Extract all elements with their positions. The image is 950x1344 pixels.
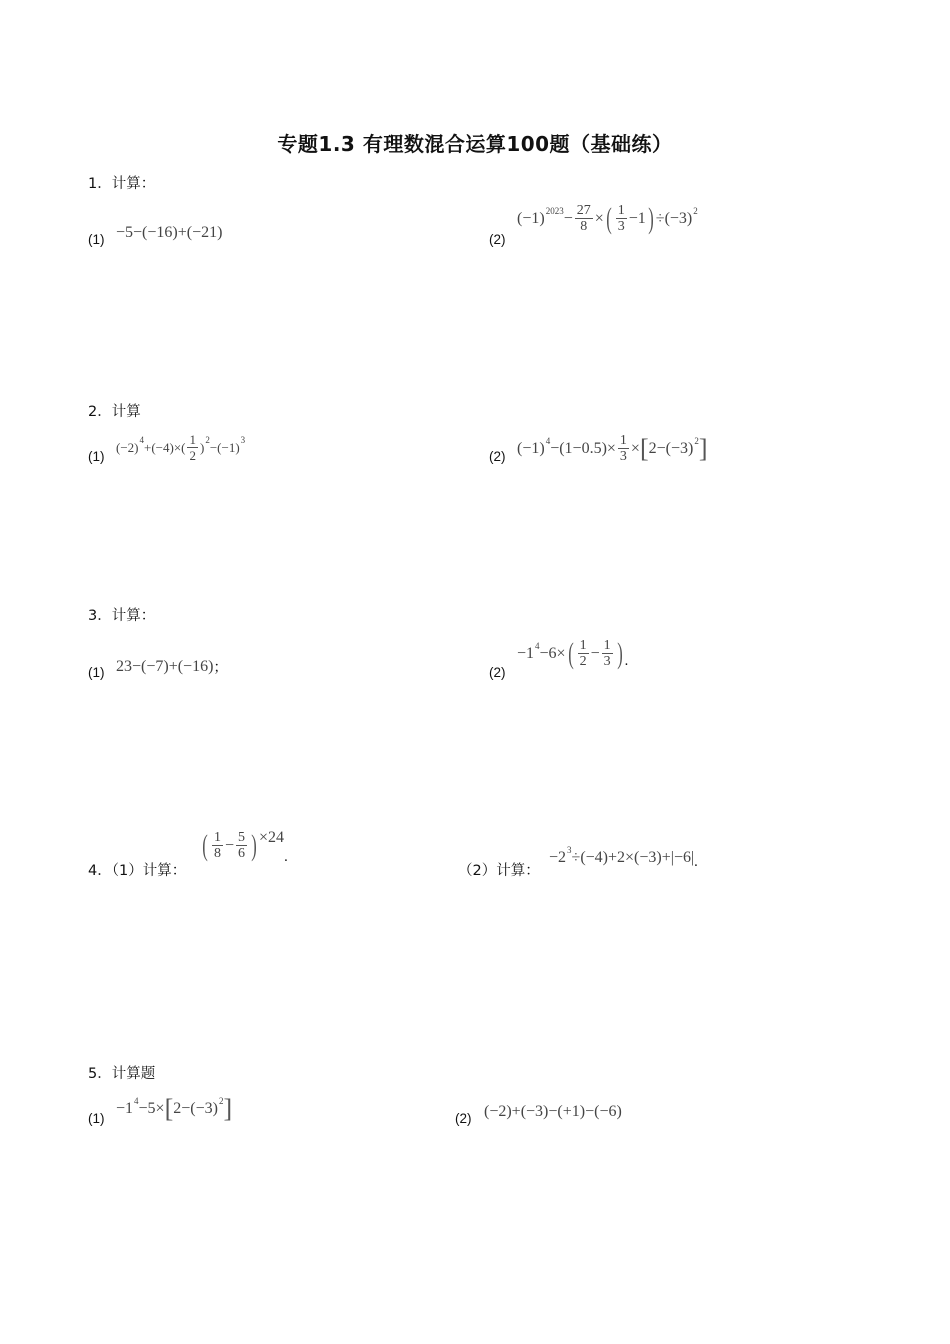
question-3-heading: 3．计算： — [88, 608, 156, 624]
q1-part1-label: (1) — [88, 232, 105, 247]
q5-part2-label: (2) — [455, 1111, 472, 1126]
question-2-heading: 2．计算 — [88, 404, 141, 420]
q3-part1-label: (1) — [88, 665, 105, 680]
q4-part2-heading: （2）计算： — [458, 863, 540, 879]
question-5-heading: 5．计算题 — [88, 1066, 156, 1082]
q1-part2-label: (2) — [489, 232, 506, 247]
page-title: 专题1.3 有理数混合运算100题（基础练） — [277, 132, 673, 156]
q3-part2-label: (2) — [489, 665, 506, 680]
q2-part2-label: (2) — [489, 449, 506, 464]
q5-part1-expression: −1 4 −5× [ 2−(−3) 2 ] — [116, 1094, 233, 1123]
q2-part1-label: (1) — [88, 449, 105, 464]
q2-part2-expression: (−1) 4 −(1−0.5)× $\frac{1}{3}$ × [ 2−(−3) 2 ] — [517, 433, 708, 464]
q3-part2-expression: −1 4 −6× ( $\frac{1}{2}$ − $\frac{1}{3}$ ) . — [517, 636, 629, 670]
question-4-heading: 4．（1）计算： — [88, 863, 187, 879]
q1-part1-expression: −5−(−16)+(−21) — [116, 224, 223, 241]
q1-part2-expression: (−1) 2023 − $\frac{27}{8}$ × ( $\frac{1}{3}$ −1 ) ÷(−3) 2 — [517, 201, 698, 235]
q2-part1-expression: (−2) 4 +(−4)×( $\frac{1}{2}$ ) 2 −(−1) 3 — [116, 432, 246, 463]
q5-part2-expression: (−2)+(−3)−(+1)−(−6) — [484, 1103, 622, 1120]
q5-part1-label: (1) — [88, 1111, 105, 1126]
q4-part2-expression: −2 3 ÷(−4)+2×(−3)+|−6| . — [549, 845, 698, 870]
question-1-heading: 1．计算： — [88, 176, 156, 192]
q4-part1-expression: ( $\frac{1}{8}$ − $\frac{5}{6}$ ) ×24 . — [202, 828, 288, 865]
q3-part1-expression: 23−(−7)+(−16) ； — [116, 657, 228, 676]
